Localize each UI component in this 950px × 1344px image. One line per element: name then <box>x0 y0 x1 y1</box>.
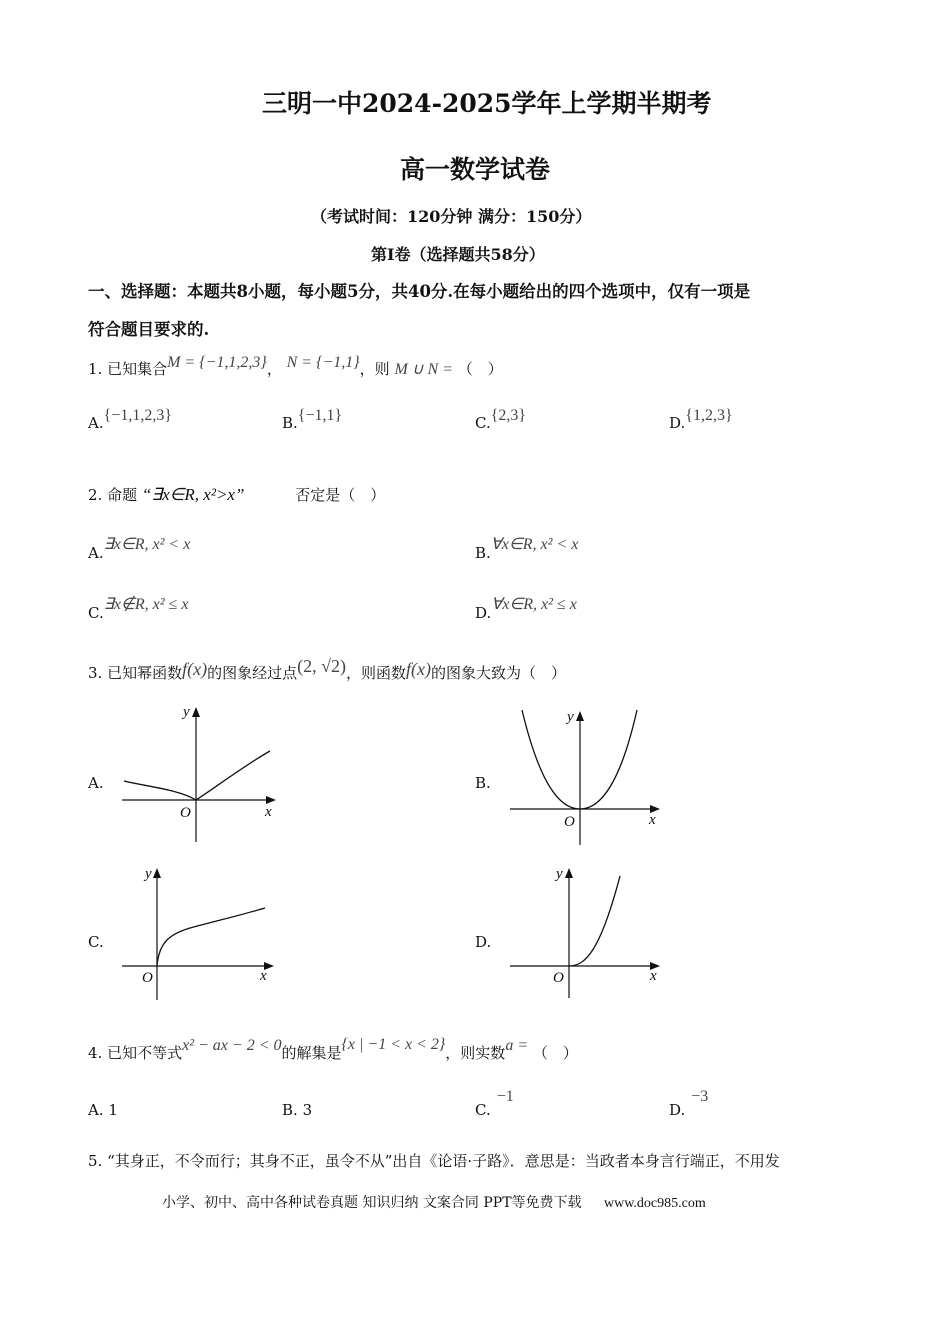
q4-prefix: 4. 已知不等式 <box>88 1044 183 1062</box>
volume-heading: 第I卷（选择题共58分） <box>371 245 545 264</box>
q4-option-b-label: B. <box>282 1101 298 1119</box>
q2-option-b[interactable] <box>475 536 579 563</box>
q4-inequality: x² − ax − 2 < 0 <box>182 1037 282 1054</box>
q2-option-d[interactable] <box>475 596 577 623</box>
curve <box>569 876 620 966</box>
q1-expr: M ∪ N = <box>394 361 453 378</box>
page-footer <box>162 1192 706 1212</box>
q4-option-c-value: −1 <box>496 1088 514 1105</box>
q1-option-d-label: D. <box>669 414 686 432</box>
q4-solution: {x | −1 < x < 2} <box>341 1036 446 1053</box>
q3-option-a-label[interactable]: A. <box>88 774 104 792</box>
question-3 <box>88 656 566 683</box>
y-axis-arrow-icon <box>192 707 200 717</box>
q1-then: ，则 <box>359 360 390 378</box>
y-axis-arrow-icon <box>576 711 584 721</box>
question-2 <box>88 484 385 505</box>
q1-option-d-value: {1,2,3} <box>685 407 733 424</box>
q1-option-b-label: B. <box>282 414 298 432</box>
x-label: x <box>265 804 272 820</box>
question-4 <box>88 1036 578 1063</box>
question-5: 5. “其身正，不令而行；其身不正，虽令不从”出自《论语·子路》．意思是：当政者本身言行端正，不用发 <box>88 1152 780 1170</box>
q4-option-b-value: 3 <box>302 1101 313 1119</box>
q1-prefix: 1. 已知集合 <box>88 360 168 378</box>
q4-option-a-label: A. <box>88 1101 104 1119</box>
q1-option-a-value: {−1,1,2,3} <box>103 407 172 424</box>
q3-fx2: f(x) <box>405 659 431 679</box>
q2-option-a-label: A. <box>88 544 104 562</box>
q2-option-a[interactable] <box>88 536 191 563</box>
origin-label: O <box>553 970 564 986</box>
q3-mid1: 的图象经过点 <box>207 664 298 682</box>
q3-point: (2, √2) <box>297 656 346 676</box>
q1-set-n: N = {−1,1} <box>286 354 360 371</box>
q1-set-m: M = {−1,1,2,3} <box>167 354 267 371</box>
section-instruction-line1: 一、选择题：本题共8小题，每小题5分，共40分.在每小题给出的四个选项中，仅有一项是 <box>88 282 751 301</box>
q4-option-d-value: −3 <box>691 1088 709 1105</box>
q1-option-c-value: {2,3} <box>490 407 527 424</box>
q4-var: a = <box>505 1037 529 1054</box>
q4-option-b[interactable] <box>282 1101 312 1119</box>
q1-option-c-label: C. <box>475 414 491 432</box>
q4-then: ，则实数 <box>445 1044 506 1062</box>
origin-label: O <box>564 814 575 830</box>
origin-label: O <box>142 970 153 986</box>
q4-option-d-label: D. <box>669 1101 686 1119</box>
q4-option-c-label: C. <box>475 1101 491 1119</box>
q3-option-b-label[interactable]: B. <box>475 774 491 792</box>
q3-graph-d[interactable] <box>500 862 680 1006</box>
origin-label: O <box>180 805 191 821</box>
q2-option-c-value: ∃x∉R, x² ≤ x <box>103 596 189 613</box>
curve <box>124 751 270 800</box>
q4-mid: 的解集是 <box>281 1044 342 1062</box>
q3-mid2: ，则函数 <box>345 664 406 682</box>
q3-option-c-label[interactable]: C. <box>88 933 104 951</box>
x-axis-arrow-icon <box>266 796 276 804</box>
exam-title: 三明一中2024-2025学年上学期半期考 <box>262 89 712 118</box>
question-1 <box>88 354 503 379</box>
exam-info: （考试时间：120分钟 满分：150分） <box>311 207 592 226</box>
q2-option-a-value: ∃x∈R, x² < x <box>103 536 191 553</box>
q2-option-d-label: D. <box>475 604 492 622</box>
y-axis-arrow-icon <box>565 868 573 878</box>
q4-option-c[interactable] <box>475 1088 514 1120</box>
q3-graph-a[interactable] <box>110 702 290 856</box>
q1-option-a-label: A. <box>88 414 104 432</box>
q1-option-a[interactable] <box>88 407 172 433</box>
q2-option-c-label: C. <box>88 604 104 622</box>
q3-prefix: 3. 已知幂函数 <box>88 664 183 682</box>
q1-sep: ， <box>266 360 282 378</box>
y-label: y <box>145 866 152 882</box>
exam-subtitle: 高一数学试卷 <box>400 155 551 184</box>
q4-option-a-value: 1 <box>108 1101 118 1119</box>
q3-suffix: 的图象大致为（ ） <box>430 664 566 682</box>
q2-proposition: “∃x∈R, x²>x” <box>141 485 245 504</box>
q2-option-b-label: B. <box>475 544 491 562</box>
curve <box>157 908 265 966</box>
q4-option-d[interactable] <box>669 1088 709 1120</box>
q1-option-b[interactable] <box>282 407 343 433</box>
q3-fx1: f(x) <box>182 659 208 679</box>
x-label: x <box>260 968 267 984</box>
q4-paren: （ ） <box>532 1044 578 1062</box>
footer-text: 小学、初中、高中各种试卷真题 知识归纳 文案合同 PPT等免费下载 <box>162 1195 582 1211</box>
q2-prefix: 2. 命题 <box>88 486 138 504</box>
q3-option-d-label[interactable]: D. <box>475 933 492 951</box>
q2-suffix: 否定是（ ） <box>295 486 386 504</box>
q3-graph-c[interactable] <box>110 862 290 1006</box>
footer-url[interactable]: www.doc985.com <box>603 1196 706 1211</box>
section-instruction-line2: 符合题目要求的. <box>88 320 210 339</box>
q3-graph-b[interactable] <box>500 705 680 859</box>
q1-option-c[interactable] <box>475 407 527 433</box>
q1-option-b-value: {−1,1} <box>297 407 343 424</box>
y-label: y <box>556 866 563 882</box>
y-label: y <box>567 709 574 725</box>
x-label: x <box>650 968 657 984</box>
q1-option-d[interactable] <box>669 407 733 433</box>
q2-option-b-value: ∀x∈R, x² < x <box>490 536 579 553</box>
y-label: y <box>183 704 190 720</box>
q4-option-a[interactable] <box>88 1101 118 1119</box>
q2-option-d-value: ∀x∈R, x² ≤ x <box>491 596 577 613</box>
x-label: x <box>649 812 656 828</box>
q2-option-c[interactable] <box>88 596 189 623</box>
y-axis-arrow-icon <box>153 868 161 878</box>
q1-paren: （ ） <box>457 360 503 378</box>
